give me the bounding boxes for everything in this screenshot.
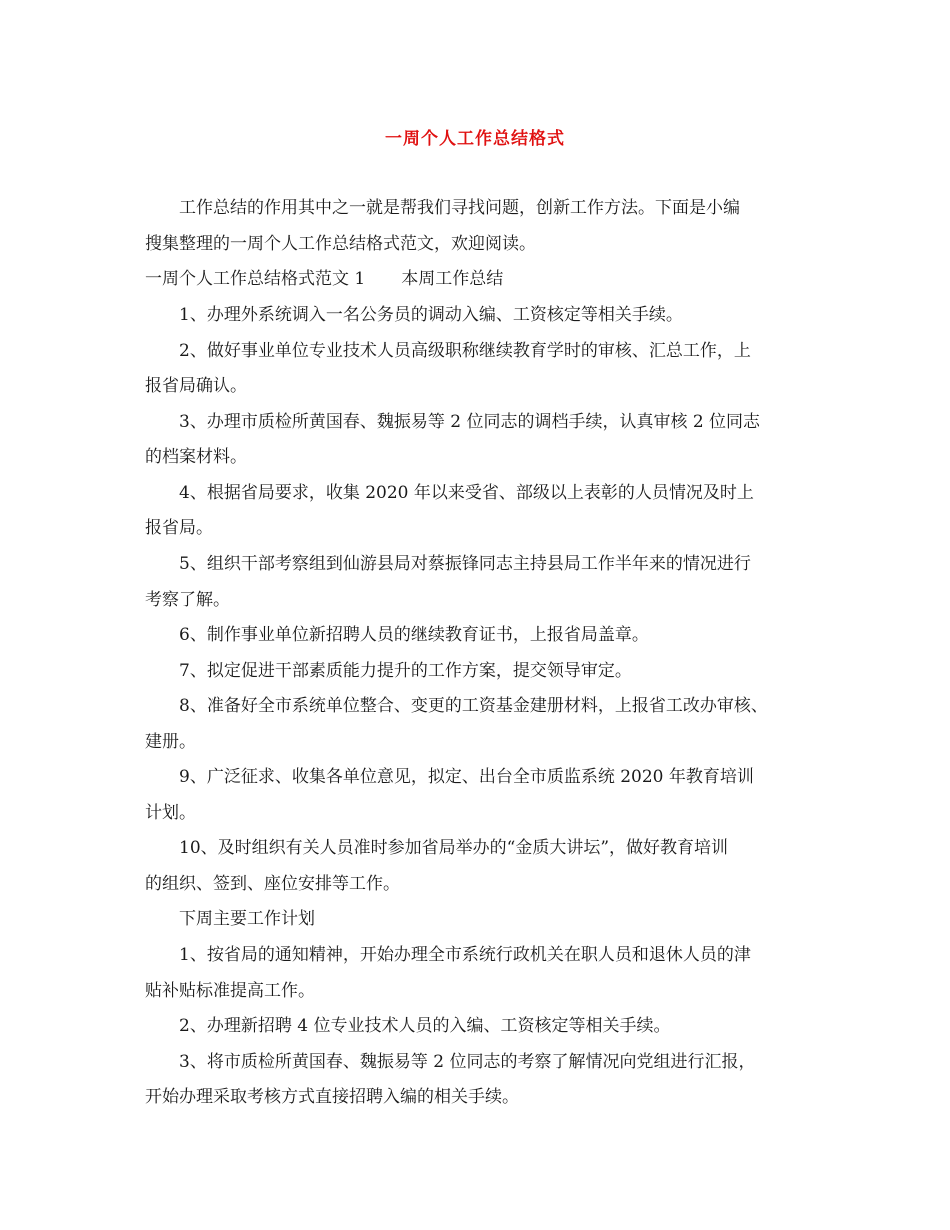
paragraph-line: 建册。 [145, 732, 196, 752]
paragraph-line: 2、办理新招聘 4 位专业技术人员的入编、工资核定等相关手续。 [179, 1016, 671, 1036]
paragraph-line: 计划。 [145, 803, 196, 823]
paragraph-line: 考察了解。 [145, 590, 230, 610]
intro-line: 搜集整理的一周个人工作总结格式范文，欢迎阅读。 [145, 234, 536, 254]
paragraph-line: 5、组织干部考察组到仙游县局对蔡振锋同志主持县局工作半年来的情况进行 [179, 554, 751, 574]
paragraph-line: 3、将市质检所黄国春、魏振易等 2 位同志的考察了解情况向党组进行汇报， [179, 1052, 756, 1072]
intro-line: 工作总结的作用其中之一就是帮我们寻找问题，创新工作方法。下面是小编 [179, 198, 740, 218]
paragraph-line: 8、准备好全市系统单位整合、变更的工资基金建册材料，上报省工改办审核、 [179, 696, 768, 716]
paragraph-line: 3、办理市质检所黄国春、魏振易等 2 位同志的调档手续，认真审核 2 位同志 [179, 412, 761, 432]
this-week-heading: 本周工作总结 [401, 269, 504, 289]
paragraph-line: 开始办理采取考核方式直接招聘入编的相关手续。 [145, 1087, 519, 1107]
next-week-heading: 下周主要工作计划 [179, 909, 315, 929]
document-title: 一周个人工作总结格式 [385, 129, 565, 149]
paragraph-line: 1、按省局的通知精神，开始办理全市系统行政机关在职人员和退休人员的津 [179, 945, 751, 965]
paragraph-line: 7、拟定促进干部素质能力提升的工作方案，提交领导审定。 [179, 661, 632, 681]
paragraph-line: 报省局。 [145, 518, 213, 538]
section-heading-row [145, 269, 503, 289]
paragraph-line: 的组织、签到、座位安排等工作。 [145, 874, 400, 894]
paragraph-line: 报省局确认。 [145, 376, 247, 396]
sample-heading: 一周个人工作总结格式范文 1 [145, 269, 366, 289]
paragraph-line: 10、及时组织有关人员准时参加省局举办的“金质大讲坛”，做好教育培训 [179, 838, 729, 858]
paragraph-line: 2、做好事业单位专业技术人员高级职称继续教育学时的审核、汇总工作，上 [179, 341, 751, 361]
paragraph-line: 的档案材料。 [145, 447, 247, 467]
paragraph-line: 4、根据省局要求，收集 2020 年以来受省、部级以上表彰的人员情况及时上 [179, 483, 754, 503]
paragraph-line: 贴补贴标准提高工作。 [145, 981, 315, 1001]
paragraph-line: 9、广泛征求、收集各单位意见，拟定、出台全市质监系统 2020 年教育培训 [179, 767, 754, 787]
paragraph-line: 1、办理外系统调入一名公务员的调动入编、工资核定等相关手续。 [179, 305, 683, 325]
paragraph-line: 6、制作事业单位新招聘人员的继续教育证书，上报省局盖章。 [179, 625, 649, 645]
